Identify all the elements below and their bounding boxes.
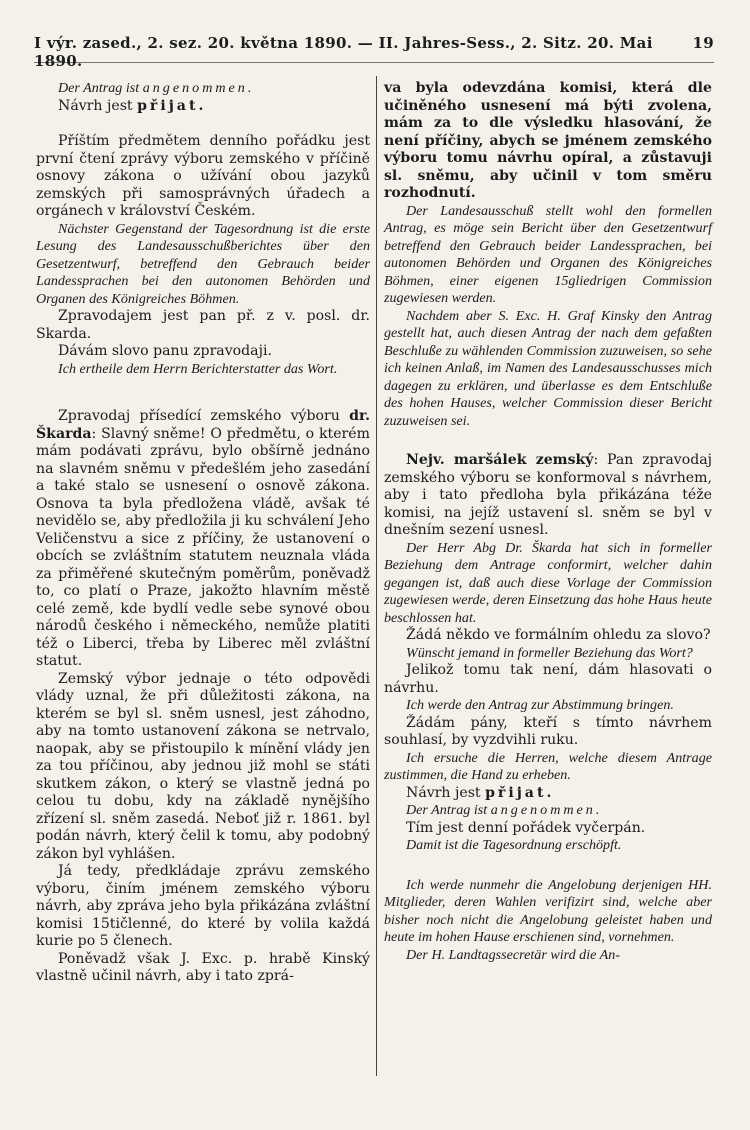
speech-paragraph bbox=[36, 408, 370, 671]
speaker-name: Nejv. maršálek zemský bbox=[406, 452, 594, 468]
paragraph-de: Ich ertheile dem Herrn Berichterstatter das Wort. bbox=[58, 360, 338, 377]
text-prefix: Návrh jest bbox=[406, 784, 486, 801]
paragraph: Dávám slovo panu zpravodaji. bbox=[58, 343, 272, 359]
paragraph-de: Der Herr Abg Dr. Škarda hat sich in formeller Beziehung dem Antrage conformirt, welcher dahin gegangen ist, daß auch diese Vorlage der Commission zugewiesen werde, deren Einsetzung das hohe Haus heute beschlossen hat. bbox=[384, 539, 712, 626]
speech-paragraph bbox=[384, 452, 712, 540]
text-prefix: Der Antrag ist bbox=[58, 80, 143, 96]
running-header bbox=[34, 34, 714, 70]
paragraph: Žádám pány, kteří s tímto návrhem souhlasí, by vyzdvihli ruku. bbox=[384, 714, 712, 748]
text-prefix: Der Antrag ist bbox=[406, 802, 491, 818]
spaced-word: angenommen. bbox=[490, 802, 603, 818]
spaced-word: angenommen. bbox=[142, 80, 255, 96]
page-number: 19 bbox=[692, 34, 714, 52]
paragraph-de bbox=[384, 802, 712, 820]
paragraph: Zemský výbor jednaje o této odpovědi vlády uznal, že při důležitosti zákona, na kterém se byl sl. sněm usnesl, jest záhodno, aby na tomto ustanovení zákona se netrvalo, naopak, aby se přistoupilo k mínění vlády jen za tou příčinou, aby jednou již mohl se státi skutkem zákon, o který se vlastně jedná po celou tu dobu, kdy na základě nynějšího zřízení sl. sněm zasedá. Neboť již r. 1861. byl podán návrh, který čelil k tomu, aby podobný zákon byl vyhlášen. bbox=[36, 670, 370, 862]
paragraph-de: Ich werde nunmehr die Angelobung derjenigen HH. Mitglieder, deren Wahlen verifizirt sind, welche aber bisher noch nicht die Angelobung geleistet haben und heute im hohen Hause erschienen sind, vornehmen. bbox=[384, 876, 712, 945]
left-column bbox=[36, 80, 370, 986]
paragraph-de: Ich werde den Antrag zur Abstimmung bringen. bbox=[406, 697, 674, 713]
paragraph-de: Nächster Gegenstand der Tagesordnung ist die erste Lesung des Landesausschußberichtes über den Gesetzentwurf, betreffend den Gebrauch beider Landessprachen bei den autonomen Behörden und Organen des Königreiches Böhmen. bbox=[36, 220, 370, 307]
paragraph-de: Nachdem aber S. Exc. H. Graf Kinsky den Antrag gestellt hat, auch diesen Antrag der nach dem gefaßten Beschluße zu wählenden Commission zuzuweisen, so sehe ich keinen Anlaß, im Namen des Landesausschusses mich dagegen zu erklären, und überlasse es dem Entschluße des hohen Hauses, welcher Commission dieser Bericht zuzuweisen sei. bbox=[384, 307, 712, 429]
paragraph-de: Der Landesausschuß stellt wohl den formellen Antrag, es möge sein Bericht über den Gesetzentwurf betreffend den Gebrauch beider Landessprachen, bei autonomen Behörden und Organen des Königreiches Böhmen, einer eigenen 15gliedrigen Commission zugewiesen werden. bbox=[384, 202, 712, 306]
paragraph-de: Wünscht jemand in formeller Beziehung das Wort? bbox=[406, 644, 693, 661]
paragraph-de: Damit ist die Tagesordnung erschöpft. bbox=[406, 837, 622, 853]
paragraph: Tím jest denní pořádek vyčerpán. bbox=[406, 819, 646, 836]
paragraph: Já tedy, předkládaje zprávu zemského výboru, činím jménem zemského výboru návrh, aby zpráva jeho byla přikázána zvláštní komisi 15tičlenné, do které by volila každá kurie po 5 členech. bbox=[36, 863, 370, 949]
speaker-name: dr. Škarda bbox=[36, 408, 370, 442]
paragraph-de: Ich ersuche die Herren, welche diesem Antrage zustimmen, die Hand zu erheben. bbox=[384, 749, 712, 783]
text-prefix: Zpravodaj přísedící zemského výboru bbox=[58, 408, 350, 424]
paragraph-cz bbox=[36, 98, 370, 116]
spaced-word: přijat. bbox=[137, 97, 207, 114]
text-prefix: Návrh jest bbox=[58, 97, 138, 114]
header-title: I výr. zased., 2. sez. 20. května 1890. — II. Jahres-Sess., 2. Sitz. 20. Mai 1890. bbox=[34, 34, 653, 70]
paragraph-de bbox=[36, 80, 370, 98]
paragraph: Žádá někdo ve formálním ohledu za slovo? bbox=[406, 627, 711, 643]
speech-text: : Pan zpravodaj zemského výboru se konformoval s návrhem, aby i tato předloha byla přikázána téže komisi, na jejíž ustavení sl. sněm se byl v dnešním sezení usnesl. bbox=[384, 452, 712, 538]
paragraph-continued: va byla odevzdána komisi, která dle učiněného usnesení má býti zvolena, mám za to dle výsledku hlasování, že není příčiny, abych se jménem zemského výboru tomu návrhu opíral, a zůstavuji sl. sněmu, aby učinil v tom směru rozhodnutí. bbox=[384, 80, 712, 201]
spaced-word: přijat. bbox=[485, 784, 555, 801]
paragraph-cz bbox=[384, 785, 712, 803]
paragraph: Příštím předmětem denního pořádku jest první čtení zprávy výboru zemského v příčině osnovy zákona o užívání obou jazyků zemských při samosprávných úřadech a orgánech v království Českém. bbox=[36, 133, 370, 219]
paragraph: Poněvadž však J. Exc. p. hrabě Kinský vlastně učinil návrh, aby i tato zprá- bbox=[36, 950, 370, 984]
right-column bbox=[384, 80, 712, 964]
speech-text: : Slavný sněme! O předmětu, o kterém mám podávati zprávu, bylo obšírně jednáno na slavném sněmu v předešlém jeho zasedání a také stalo se usnesení o osnově zákona. Osnova ta byla předložena vládě, avšak té nevidělo se, aby předložila ji ku schválení Jeho Veličenstvu a sice z příčiny, že ustanovení o obcích se zvláštním statutem neuznala vláda za přiměřené skutečným poměrům, poněvadž to, co platí o Praze, jakožto hlavním městě celé země, kde bydlí vedle sebe synové obou národů českého i německého, nemůže platiti též o Liberci, třeba by Liberec měl zvláštní statut. bbox=[36, 425, 370, 669]
paragraph: Jelikož tomu tak není, dám hlasovati o návrhu. bbox=[384, 662, 712, 696]
paragraph-de: Der H. Landtagssecretär wird die An- bbox=[406, 946, 621, 963]
paragraph: Zpravodajem jest pan př. z v. posl. dr. Skarda. bbox=[36, 308, 370, 342]
column-divider bbox=[376, 76, 377, 1076]
